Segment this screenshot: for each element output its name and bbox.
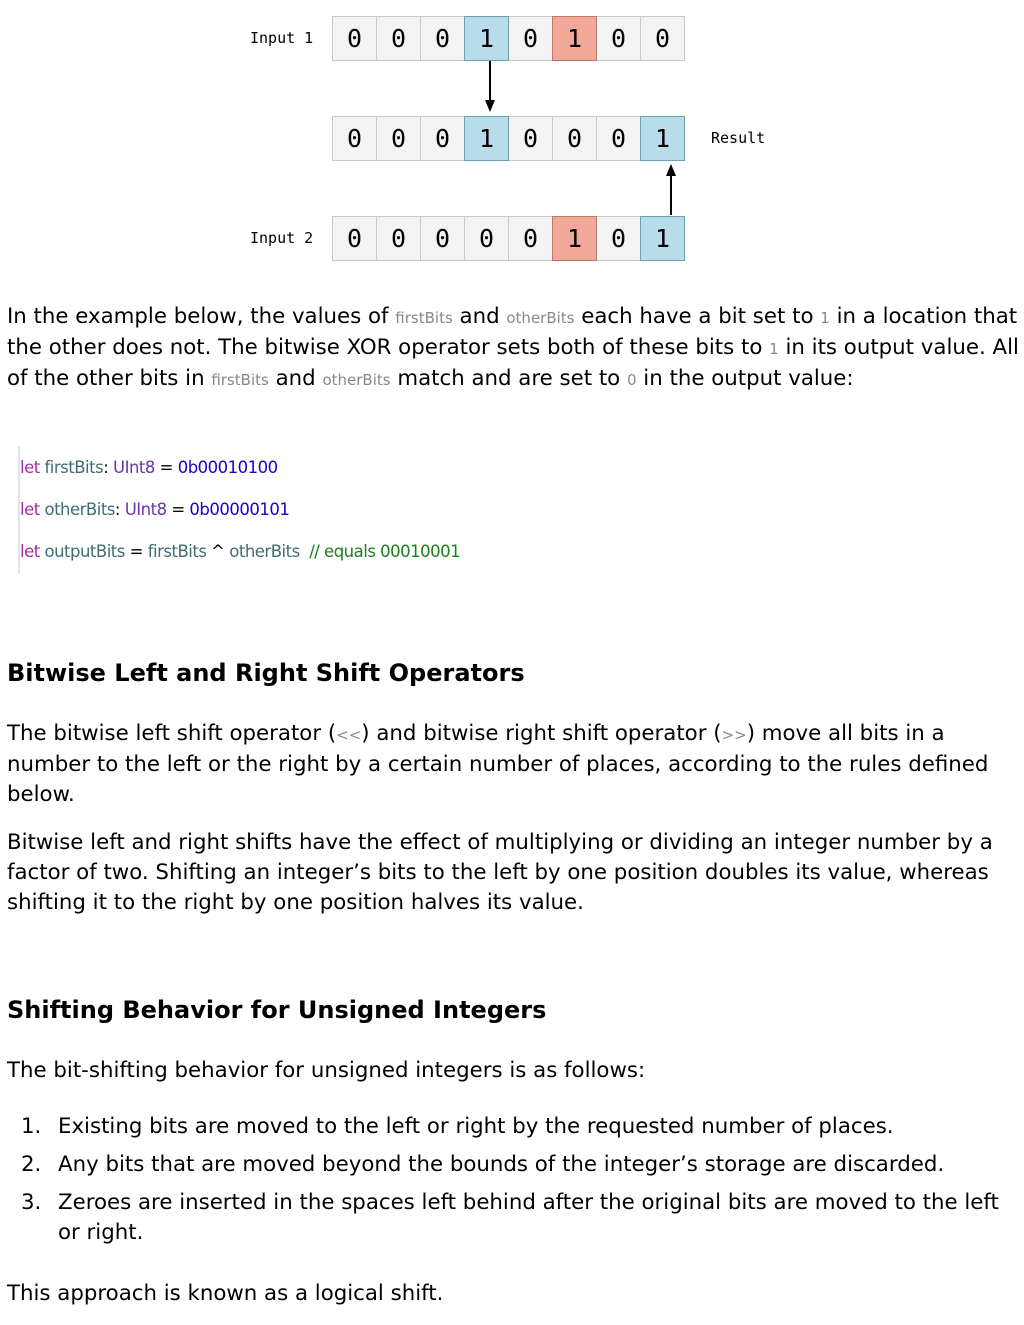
xor-diagram <box>0 0 1024 270</box>
list-item <box>7 1150 1019 1180</box>
bit-cell: 0 <box>420 216 465 261</box>
bit-cell: 0 <box>332 116 377 161</box>
bit-cell: 0 <box>596 116 641 161</box>
bit-cell: 0 <box>376 116 421 161</box>
bit-cell: 1 <box>464 16 509 61</box>
code-keyword: let <box>20 500 40 519</box>
text: match and are set to <box>390 366 627 392</box>
arrows <box>0 0 1024 270</box>
bit-cell: 1 <box>640 116 685 161</box>
input1-label: Input 1 <box>250 29 314 47</box>
bit-cell: 0 <box>508 16 553 61</box>
text: each have a bit set to <box>574 304 821 329</box>
list-item <box>7 1188 1019 1248</box>
bit-cell: 1 <box>640 216 685 261</box>
intro-paragraph <box>7 302 1019 396</box>
text: ) move all bits in a number to the left or the right by a certain number of places, according to the rules defined below. <box>7 721 989 808</box>
code-type: UInt8 <box>113 458 155 477</box>
code-literal: 0b00000101 <box>189 500 290 519</box>
code-comment: // equals 00010001 <box>309 542 461 561</box>
code-punctuation: : <box>114 500 120 519</box>
inline-code: 0 <box>626 371 637 390</box>
code-type: UInt8 <box>124 500 167 519</box>
shift-rules-list <box>7 1112 1019 1256</box>
arrow-down-icon <box>485 61 495 112</box>
bit-cell: 0 <box>420 16 465 61</box>
code-literal: 0b00010100 <box>177 458 278 477</box>
code-line-2 <box>20 500 289 519</box>
list-number: 3. <box>21 1189 42 1215</box>
section-heading-shift-operators: Bitwise Left and Right Shift Operators <box>7 659 525 687</box>
closing-paragraph: This approach is known as a logical shift. <box>7 1281 444 1306</box>
code-identifier: otherBits <box>229 542 300 561</box>
bit-cell: 1 <box>464 116 509 161</box>
shift-operators-paragraph <box>7 719 1019 811</box>
bit-cell: 0 <box>640 16 685 61</box>
result-label: Result <box>711 129 766 147</box>
bit-cell: 0 <box>332 216 377 261</box>
bit-cell: 0 <box>376 16 421 61</box>
inline-code: otherBits <box>506 309 575 327</box>
bit-cell: 0 <box>508 116 553 161</box>
inline-code: firstBits <box>395 309 453 327</box>
bit-cell: 0 <box>376 216 421 261</box>
inline-code: << <box>336 726 362 744</box>
list-number: 1. <box>21 1114 42 1139</box>
arrow-up-icon <box>666 164 676 215</box>
code-operator: ^ <box>206 542 230 561</box>
text: In the example below, the values of <box>7 304 396 329</box>
text: in the output value: <box>636 366 854 392</box>
list-item <box>7 1112 1019 1142</box>
text: in its output value. All of the other bits in <box>7 335 1019 392</box>
bit-cell: 0 <box>596 16 641 61</box>
code-block <box>18 446 461 574</box>
bit-cell: 1 <box>552 216 597 261</box>
bit-cell: 0 <box>420 116 465 161</box>
text: and <box>452 304 507 329</box>
inline-code: 1 <box>820 309 830 327</box>
list-number: 2. <box>21 1151 42 1177</box>
code-line-1 <box>20 458 278 477</box>
code-identifier: outputBits <box>44 542 125 561</box>
inline-code: >> <box>721 726 747 744</box>
section-heading-unsigned-shifting: Shifting Behavior for Unsigned Integers <box>7 996 547 1024</box>
list-item-text: Any bits that are moved beyond the bounds of the integer’s storage are discarded. <box>58 1151 945 1177</box>
text: ) and bitwise right shift operator ( <box>361 721 722 746</box>
code-identifier: firstBits <box>44 458 104 477</box>
bit-cell: 0 <box>552 116 597 161</box>
inline-code: otherBits <box>322 371 391 390</box>
bit-cell: 0 <box>508 216 553 261</box>
list-item-text: Existing bits are moved to the left or right by the requested number of places. <box>58 1114 894 1139</box>
text: and <box>268 366 323 392</box>
code-identifier: otherBits <box>44 500 115 519</box>
text: in a location that the other does not. The bitwise XOR operator sets both of these bits to <box>7 304 1018 361</box>
input2-label: Input 2 <box>250 229 314 247</box>
code-identifier: firstBits <box>147 542 207 561</box>
inline-code: firstBits <box>211 371 269 390</box>
code-keyword: let <box>20 542 40 561</box>
code-line-3 <box>20 542 460 561</box>
code-operator: = <box>166 500 190 519</box>
inline-code: 1 <box>769 340 779 359</box>
code-operator: = <box>154 458 178 477</box>
bit-cell: 0 <box>596 216 641 261</box>
code-operator: = <box>124 542 148 561</box>
shift-effect-paragraph: Bitwise left and right shifts have the effect of multiplying or dividing an integer number by a factor of two. Shifting an integer’s bits to the left by one position doubles its value, whereas shifting it to the right by one position halves its value. <box>7 830 993 916</box>
bit-cell: 0 <box>332 16 377 61</box>
bit-cell: 0 <box>464 216 509 261</box>
code-punctuation: : <box>103 458 109 477</box>
bit-cell: 1 <box>552 16 597 61</box>
text: The bitwise left shift operator ( <box>7 721 337 746</box>
list-item-text: Zeroes are inserted in the spaces left behind after the original bits are moved to the left or right. <box>58 1189 999 1245</box>
unsigned-intro-paragraph: The bit-shifting behavior for unsigned integers is as follows: <box>7 1058 646 1083</box>
code-keyword: let <box>20 458 40 477</box>
